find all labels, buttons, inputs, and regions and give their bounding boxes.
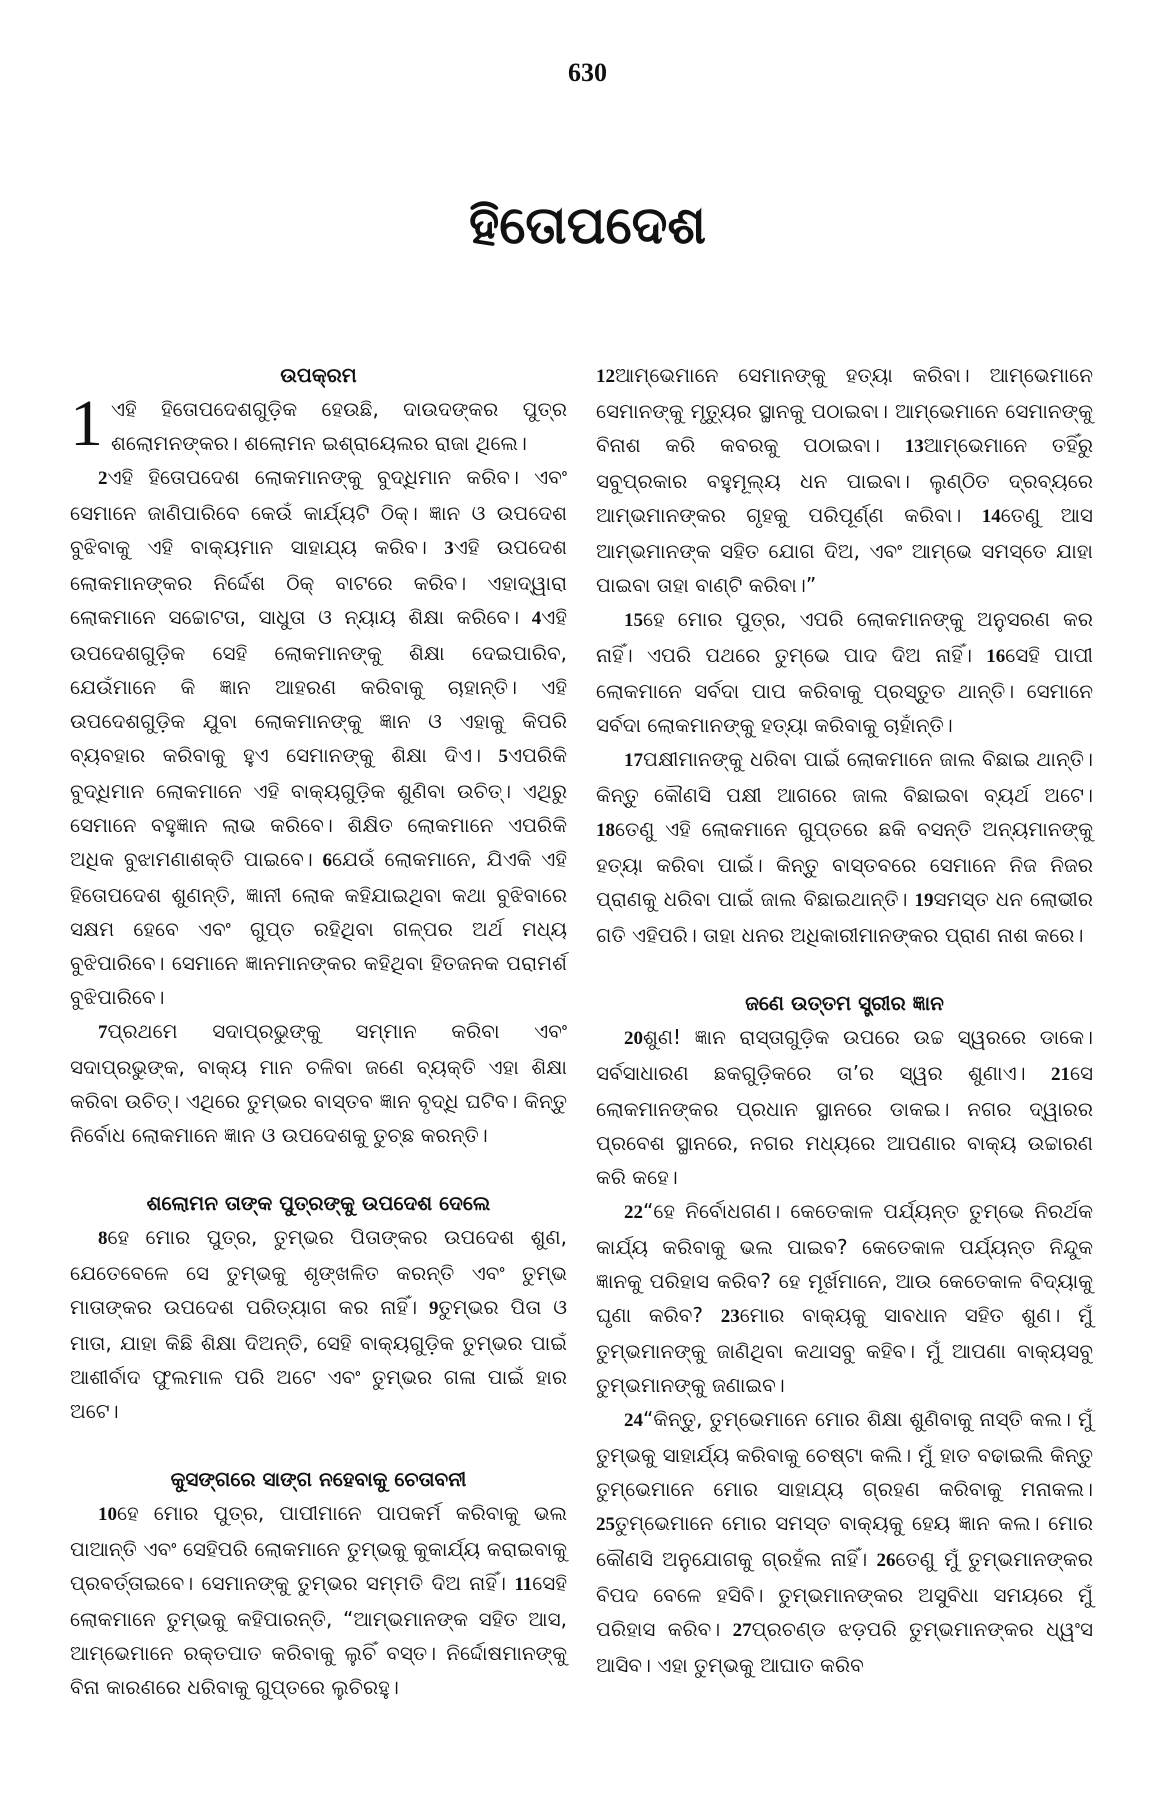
verse-text: ସମସ୍ତ ଧନ ଲୋଭୀର ଗତି ଏହିପରି। ତାହା ଧନର ଅଧିକାରୀମାନଙ୍କର ପ୍ରାଣ ନାଶ କରେ।: [596, 887, 1093, 947]
verse-number: 25: [596, 1514, 615, 1535]
verse-text: ପ୍ରଚଣ୍ଡ ଝଡ଼ପରି ତୁମ୍ଭମାନଙ୍କର ଧ୍ୱଂସ ଆସିବ। ଏହା ତୁମ୍ଭକୁ ଆଘାତ କରିବ: [596, 1617, 1093, 1677]
verse-text: “କିନ୍ତୁ, ତୁମ୍ଭେମାନେ ମୋର ଶିକ୍ଷା ଶୁଣିବାକୁ ନାସ୍ତି କଲ। ମୁଁ ତୁମ୍ଭକୁ ସାହାର୍ଯ୍ୟ କରିବାକୁ ଚେଷ୍ଟା କଲି। ମୁଁ ହାତ ବଢାଇଲି କିନ୍ତୁ ତୁମ୍ଭେମାନେ ମୋର ସାହାଯ୍ୟ ଗ୍ରହଣ କରିବାକୁ ମନାକଲ।: [596, 1407, 1093, 1501]
paragraph: [596, 602, 1093, 742]
verse-number: 21: [1050, 1064, 1070, 1085]
paragraph: [70, 1496, 567, 1704]
verse-text: ଏହି ହିତୋପଦେଶଗୁଡ଼ିକ ହେଉଛି, ଦାଉଦଙ୍କର ପୁତ୍ର ଶଲୋମନଙ୍କର। ଶଲୋମନ ଇଶ୍ରାୟେଲର ରାଜା ଥିଲେ।: [111, 397, 567, 455]
paragraph: [596, 1194, 1093, 1402]
verse-text: ଏହି ଉପଦେଶଗୁଡ଼ିକ ସେହି ଲୋକମାନଙ୍କୁ ଶିକ୍ଷା ଦେଇପାରିବ, ଯେଉଁମାନେ କି ଜ୍ଞାନ ଆହରଣ କରିବାକୁ ଚାହାନ୍ତି। ଏହି ଉପଦେଶଗୁଡ଼ିକ ଯୁବା ଲୋକମାନଙ୍କୁ ଜ୍ଞାନ ଓ ଏହାକୁ କିପରି ବ୍ୟବହାର କରିବାକୁ ହୁଏ ସେମାନଙ୍କୁ ଶିକ୍ଷା ଦିଏ।: [70, 605, 567, 767]
verse-number: 12: [596, 366, 615, 387]
verse-text: ଏହି ଉପଦେଶ ଲୋକମାନଙ୍କର ନିର୍ଦ୍ଦେଶ ଠିକ୍ ବାଟରେ କରିବ। ଏହାଦ୍ୱାରା ଲୋକମାନେ ସଚ୍ଚୋଟତା, ସାଧୁତା ଓ ନ୍ୟାୟ ଶିକ୍ଷା କରିବେ।: [70, 535, 568, 629]
verse-number: 14: [981, 506, 1001, 527]
verse-number: 6: [322, 850, 332, 871]
paragraph: [70, 1014, 567, 1152]
section-heading: ଉପକ୍ରମ: [280, 363, 357, 387]
section-heading: ଶଲୋମନ ତାଙ୍କ ପୁତ୍ରଙ୍କୁ ଉପଦେଶ ଦେଲେ: [146, 1191, 491, 1215]
verse-text: ପ୍ରଥମେ ସଦାପ୍ରଭୁଙ୍କୁ ସମ୍ମାନ କରିବା ଏବଂ ସଦାପ୍ରଭୁଙ୍କ, ବାକ୍ୟ ମାନ ଚଳିବା ଜଣେ ବ୍ୟକ୍ତି ଏହା ଶିକ୍ଷା କରିବା ଉଚିତ୍। ଏଥିରେ ତୁମ୍ଭର ବାସ୍ତବ ଜ୍ଞାନ ବୃଦ୍ଧି ଘଟିବ। କିନ୍ତୁ ନିର୍ବୋଧ ଲୋକମାନେ ଜ୍ଞାନ ଓ ଉପଦେଶକୁ ତୁଚ୍ଛ କରନ୍ତି।: [70, 1019, 567, 1147]
chapter-number: 1: [70, 387, 103, 460]
verse-number: 17: [624, 750, 643, 771]
verse-text: “ହେ ନିର୍ବୋଧଗଣ। କେତେକାଳ ପର୍ଯ୍ୟନ୍ତ ତୁମ୍ଭେ ନିରର୍ଥକ କାର୍ଯ୍ୟ କରିବାକୁ ଭଲ ପାଇବ? କେତେକାଳ ପର୍ଯ୍ୟନ୍ତ ନିନ୍ଦୁକ ଜ୍ଞାନକୁ ପରିହାସ କରିବ? ହେ ମୂର୍ଖମାନେ, ଆଉ କେତେକାଳ ବିଦ୍ୟାକୁ ଘୃଣା କରିବ?: [596, 1199, 1093, 1327]
paragraph: [70, 460, 567, 1014]
right-column: [596, 358, 1093, 1682]
verse-number: 2: [98, 468, 108, 489]
paragraph: [596, 1402, 1093, 1682]
verse-number: 27: [732, 1620, 752, 1641]
verse-text: ଏପରିକି ବୁଦ୍ଧିମାନ ଲୋକମାନେ ଏହି ବାକ୍ୟଗୁଡ଼ିକ ଶୁଣିବା ଉଚିତ୍। ଏଥିରୁ ସେମାନେ ବହୁଜ୍ଞାନ ଲାଭ କରିବେ। ଶିକ୍ଷିତ ଲୋକମାନେ ଏପରିକି ଅଧିକ ବୁଝାମଣାଶକ୍ତି ପାଇବେ।: [70, 743, 567, 871]
verse-text: ତେଣୁ ଆସ ଆମ୍ଭମାନଙ୍କ ସହିତ ଯୋଗ ଦିଅ, ଏବଂ ଆମ୍ଭେ ସମସ୍ତେ ଯାହା ପାଇବା ତାହା ବାଣ୍ଟି କରିବା।”: [596, 503, 1093, 597]
section-heading: କୁସଙ୍ଗରେ ସାଙ୍ଗ ନହେବାକୁ ଚେତାବନୀ: [170, 1467, 467, 1491]
paragraph: [596, 742, 1093, 952]
section-spacer: [70, 1428, 567, 1462]
section-spacer: [70, 1152, 567, 1186]
paragraph: [596, 358, 1093, 602]
verse-text: ଶୁଣ! ଜ୍ଞାନ ରାସ୍ତାଗୁଡ଼ିକ ଉପରେ ଉଚ୍ଚ ସ୍ୱରରେ ଡାକେ। ସର୍ବସାଧାରଣ ଛକଗୁଡ଼ିକରେ ତା’ର ସ୍ୱର ଶୁଣାଏ।: [596, 1025, 1093, 1085]
verse-number: 16: [986, 646, 1006, 667]
verse-number: 19: [914, 890, 934, 911]
verse-number: 7: [98, 1022, 108, 1043]
verse-number: 20: [624, 1028, 643, 1049]
verse-number: 15: [624, 610, 643, 631]
verse-text: ପକ୍ଷୀମାନଙ୍କୁ ଧରିବା ପାଇଁ ଲୋକମାନେ ଜାଲ ବିଛାଇ ଥାନ୍ତି। କିନ୍ତୁ କୌଣସି ପକ୍ଷୀ ଆଗରେ ଜାଲ ବିଛାଇବା ବ୍ୟର୍ଥ ଅଟେ।: [596, 747, 1093, 807]
paragraph: [596, 1020, 1093, 1194]
verse-number: 22: [624, 1202, 643, 1223]
verse-text: ଯେଉଁ ଲୋକମାନେ, ଯିଏକି ଏହି ହିତୋପଦେଶ ଶୁଣନ୍ତି, ଜ୍ଞାନୀ ଲୋକ କହିଯାଇଥିବା କଥା ବୁଝିବାରେ ସକ୍ଷମ ହେବେ ଏବଂ ଗୁପ୍ତ ରହିଥିବା ଗଳ୍ପର ଅର୍ଥ ମଧ୍ୟ ବୁଝିପାରିବେ। ସେମାନେ ଜ୍ଞାନମାନଙ୍କର କହିଥିବା ହିତଜନକ ପରାମର୍ଶ ବୁଝିପାରିବେ।: [70, 847, 567, 1009]
verse-number: 3: [444, 538, 454, 559]
verse-text: ତେଣୁ ଏହି ଲୋକମାନେ ଗୁପ୍ତରେ ଛକି ବସନ୍ତି ଅନ୍ୟମାନଙ୍କୁ ହତ୍ୟା କରିବା ପାଇଁ। କିନ୍ତୁ ବାସ୍ତବରେ ସେମାନେ ନିଜ ନିଜର ପ୍ରାଣକୁ ଧରିବା ପାଇଁ ଜାଲ ବିଛାଇଥାନ୍ତି।: [596, 817, 1093, 911]
chapter-intro-paragraph: [70, 387, 567, 460]
verse-text: ଆମ୍ଭେମାନେ ତହିଁରୁ ସବୁପ୍ରକାର ବହୁମୂଲ୍ୟ ଧନ ପାଇବା। ଲୁଣ୍ଠିତ ଦ୍ରବ୍ୟରେ ଆମ୍ଭମାନଙ୍କର ଗୃହକୁ ପରିପୂର୍ଣ୍ଣ କରିବା।: [596, 433, 1093, 527]
verse-text: ତେଣୁ ମୁଁ ତୁମ୍ଭମାନଙ୍କର ବିପଦ ବେଳେ ହସିବି। ତୁମ୍ଭମାନଙ୍କର ଅସୁବିଧା ସମୟରେ ମୁଁ ପରିହାସ କରିବ।: [596, 1547, 1093, 1641]
page-number: 630: [568, 58, 607, 87]
verse-number: 26: [876, 1550, 896, 1571]
verse-number: 24: [624, 1410, 643, 1431]
verse-number: 5: [498, 746, 509, 767]
verse-text: ସେ ଲୋକମାନଙ୍କର ପ୍ରଧାନ ସ୍ଥାନରେ ଡାକଇ। ନଗର ଦ୍ୱାରର ପ୍ରବେଶ ସ୍ଥାନରେ, ନଗର ମଧ୍ୟରେ ଆପଣାର ବାକ୍ୟ ଉଚ୍ଚାରଣ କରି କହେ।: [596, 1061, 1093, 1189]
book-title: ହିତୋପଦେଶ: [468, 196, 707, 256]
verse-text: ଏହି ହିତୋପଦେଶ ଲୋକମାନଙ୍କୁ ବୁଦ୍ଧିମାନ କରିବ। ଏବଂ ସେମାନେ ଜାଣିପାରିବେ କେଉଁ କାର୍ଯ୍ୟଟି ଠିକ୍। ଜ୍ଞାନ ଓ ଉପଦେଶ ବୁଝିବାକୁ ଏହି ବାକ୍ୟମାନ ସାହାଯ୍ୟ କରିବ।: [70, 465, 567, 559]
verse-text: ସେହି ଲୋକମାନେ ତୁମ୍ଭକୁ କହିପାରନ୍ତି, “ଆମ୍ଭମାନଙ୍କ ସହିତ ଆସ, ଆମ୍ଭେମାନେ ରକ୍ତପାତ କରିବାକୁ ଲୁଚିଁ ବସ୍ତ। ନିର୍ଦ୍ଦୋଷମାନଙ୍କୁ ବିନା କାରଣରେ ଧରିବାକୁ ଗୁପ୍ତରେ ଲୁଚିରହୁ।: [70, 1571, 567, 1699]
verse-number: 23: [720, 1306, 740, 1327]
verse-text: ତୁମ୍ଭର ପିତା ଓ ମାତା, ଯାହା କିଛି ଶିକ୍ଷା ଦିଅନ୍ତି, ସେହି ବାକ୍ୟଗୁଡ଼ିକ ତୁମ୍ଭର ପାଇଁ ଆଶୀର୍ବାଦ ଫୁଲମାଳ ପରି ଅଟେ ଏବଂ ତୁମ୍ଭର ଗଳା ପାଇଁ ହାର ଅଟେ।: [70, 1295, 568, 1423]
verse-number: 10: [98, 1504, 117, 1525]
verse-text: ତୁମ୍ଭେମାନେ ମୋର ସମସ୍ତ ବାକ୍ୟକୁ ହେୟ ଜ୍ଞାନ କଲ। ମୋର କୌଣସି ଅନୁଯୋଗକୁ ଗ୍ରହଁଲ ନାହିଁ।: [596, 1511, 1093, 1571]
verse-text: ହେ ମୋର ପୁତ୍ର, ପାପୀମାନେ ପାପକର୍ମ କରିବାକୁ ଭଲ ପାଆନ୍ତି ଏବଂ ସେହିପରି ଲୋକମାନେ ତୁମ୍ଭକୁ କୁକାର୍ଯ୍ୟ କରାଇବାକୁ ପ୍ରବର୍ତ୍ତାଇବେ। ସେମାନଙ୍କୁ ତୁମ୍ଭର ସମ୍ମତି ଦିଅ ନାହିଁ।: [70, 1501, 567, 1595]
paragraph: [70, 1220, 567, 1428]
section-heading: ଜଣେ ଉତ୍ତମ ସ୍ତ୍ରୀର ଜ୍ଞାନ: [745, 991, 944, 1015]
verse-text: ସେହି ପାପୀ ଲୋକମାନେ ସର୍ବଦା ପାପ କରିବାକୁ ପ୍ରସ୍ତୁତ ଥାନ୍ତି। ସେମାନେ ସର୍ବଦା ଲୋକମାନଙ୍କୁ ହତ୍ୟା କରିବାକୁ ଚାହାଁନ୍ତି।: [596, 643, 1093, 737]
verse-text: ମୋର ବାକ୍ୟକୁ ସାବଧାନ ସହିତ ଶୁଣ। ମୁଁ ତୁମ୍ଭମାନଙ୍କୁ ଜାଣିଥିବା କଥାସବୁ କହିବ। ମୁଁ ଆପଣା ବାକ୍ୟସବୁ ତୁମ୍ଭମାନଙ୍କୁ ଜଣାଇବ।: [596, 1303, 1093, 1397]
verse-number: 11: [514, 1574, 533, 1595]
verse-text: ହେ ମୋର ପୁତ୍ର, ତୁମ୍ଭର ପିତାଙ୍କର ଉପଦେଶ ଶୁଣ, ଯେତେବେଳେ ସେ ତୁମ୍ଭକୁ ଶୃଙ୍ଖଳିତ କରନ୍ତି ଏବଂ ତୁମ୍ଭ ମାତାଙ୍କର ଉପଦେଶ ପରିତ୍ୟାଗ କର ନାହିଁ।: [70, 1225, 567, 1319]
verse-number: 9: [429, 1298, 439, 1319]
verse-text: ଆମ୍ଭେମାନେ ସେମାନଙ୍କୁ ହତ୍ୟା କରିବା। ଆମ୍ଭେମାନେ ସେମାନଙ୍କୁ ମୃତ୍ୟୁର ସ୍ଥାନକୁ ପଠାଇବା। ଆମ୍ଭେମାନେ ସେମାନଙ୍କୁ ବିନାଶ କରି କବରକୁ ପଠାଇବା।: [596, 363, 1093, 457]
verse-number: 18: [596, 820, 615, 841]
section-spacer: [596, 952, 1093, 986]
verse-number: 8: [98, 1228, 108, 1249]
verse-number: 13: [904, 436, 924, 457]
left-column: [70, 358, 567, 1704]
verse-text: ହେ ମୋର ପୁତ୍ର, ଏପରି ଲୋକମାନଙ୍କୁ ଅନୁସରଣ କର ନାହିଁ। ଏପରି ପଥରେ ତୁମ୍ଭେ ପାଦ ଦିଅ ନାହିଁ।: [596, 607, 1093, 667]
verse-number: 4: [531, 608, 542, 629]
